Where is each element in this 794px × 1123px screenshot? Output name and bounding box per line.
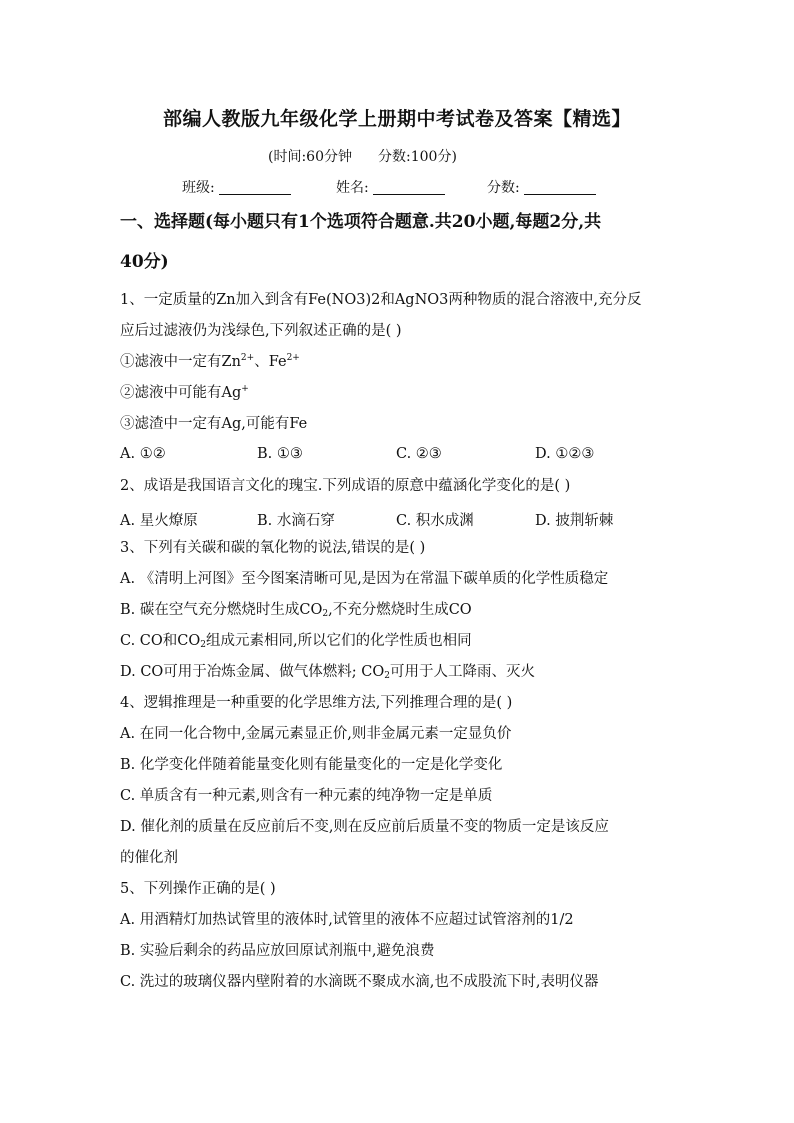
q1-stem-line1: 1、一定质量的Zn加入到含有Fe(NO3)2和AgNO3两种物质的混合溶液中,充分反 [120,292,642,308]
class-field [182,177,291,197]
question-1 [120,285,680,440]
q3-d-sub: 2 [384,671,391,681]
score-label: 分数: [487,180,520,196]
q3-option-c[interactable] [120,626,680,657]
score-blank[interactable] [524,180,596,195]
q1-s1-text2: 、Fe [254,354,287,370]
q1-statement-2 [120,378,680,409]
q1-s2-sup: + [241,384,249,394]
q1-s1-sup1: 2+ [240,353,255,363]
q3-c-sub: 2 [200,640,206,650]
q2-stem: 2、成语是我国语言文化的瑰宝.下列成语的原意中蕴涵化学变化的是( ) [120,478,571,494]
q3-option-a[interactable]: A. 《清明上河图》至今图案清晰可见,是因为在常温下碳单质的化学性质稳定 [120,571,609,587]
name-field [336,177,445,197]
total-score-label: 分数:100分) [378,149,457,165]
q2-option-a[interactable]: A. 星火燎原 [120,513,198,529]
q2-option-c[interactable]: C. 积水成渊 [396,513,474,529]
q1-s1-sup2: 2+ [286,353,300,363]
q3-b-text: B. 碳在空气充分燃烧时生成CO [120,602,323,618]
q1-statement-3: ③滤渣中一定有Ag,可能有Fe [120,416,308,432]
q3-d-text: D. CO可用于冶炼金属、做气体燃料; CO [120,664,385,680]
q1-option-c[interactable]: C. ②③ [396,446,442,462]
q1-option-b[interactable]: B. ①③ [257,446,303,462]
page-title: 部编人教版九年级化学上册期中考试卷及答案【精选】 [162,108,631,130]
section-heading-line1: 一、选择题(每小题只有1个选项符合题意.共20小题,每题2分,共 [120,212,602,232]
q4-option-a[interactable]: A. 在同一化合物中,金属元素显正价,则非金属元素一定显负价 [120,726,512,742]
q2-option-d[interactable]: D. 披荆斩棘 [535,513,614,529]
q4-stem: 4、逻辑推理是一种重要的化学思维方法,下列推理合理的是( ) [120,695,513,711]
question-3 [120,533,680,688]
q1-s2-text: ②滤液中可能有Ag [120,385,242,401]
q1-option-d[interactable]: D. ①②③ [535,446,595,462]
q4-option-d-line1[interactable]: D. 催化剂的质量在反应前后不变,则在反应前后质量不变的物质一定是该反应 [120,819,609,835]
q3-option-b[interactable] [120,595,680,626]
q3-b-text2: ,不充分燃烧时生成CO [328,602,472,618]
q5-option-c[interactable]: C. 洗过的玻璃仪器内壁附着的水滴既不聚成水滴,也不成股流下时,表明仪器 [120,974,599,990]
q5-option-a[interactable]: A. 用酒精灯加热试管里的液体时,试管里的液体不应超过试管溶剂的1/2 [120,912,574,928]
q1-option-a[interactable]: A. ①② [120,446,166,462]
section-heading-line2: 40分) [120,252,169,272]
exam-time-score [268,146,457,166]
q5-option-b[interactable]: B. 实验后剩余的药品应放回原试剂瓶中,避免浪费 [120,943,435,959]
q3-d-text2: 可用于人工降雨、灭火 [390,664,536,680]
time-label: (时间:60分钟 [268,149,352,165]
q1-s1-text: ①滤液中一定有Zn [120,354,241,370]
score-field [487,177,596,197]
class-blank[interactable] [219,180,291,195]
name-blank[interactable] [373,180,445,195]
q1-statement-1 [120,347,680,378]
name-label: 姓名: [336,180,369,196]
q2-option-b[interactable]: B. 水滴石穿 [257,513,335,529]
q4-option-c[interactable]: C. 单质含有一种元素,则含有一种元素的纯净物一定是单质 [120,788,493,804]
q5-stem: 5、下列操作正确的是( ) [120,881,276,897]
q3-b-sub: 2 [322,609,329,619]
section-heading [120,202,680,282]
class-label: 班级: [182,180,215,196]
question-5 [120,874,680,998]
q3-stem: 3、下列有关碳和碳的氧化物的说法,错误的是( ) [120,540,426,556]
q3-option-d[interactable] [120,657,680,688]
question-2 [120,471,680,502]
q1-stem-line2: 应后过滤液仍为浅绿色,下列叙述正确的是( ) [120,323,402,339]
question-4 [120,688,680,874]
q3-c-text2: 组成元素相同,所以它们的化学性质也相同 [206,633,472,649]
q4-option-b[interactable]: B. 化学变化伴随着能量变化则有能量变化的一定是化学变化 [120,757,503,773]
q4-option-d-line2: 的催化剂 [120,850,178,866]
q3-c-text: C. CO和CO [120,633,201,649]
